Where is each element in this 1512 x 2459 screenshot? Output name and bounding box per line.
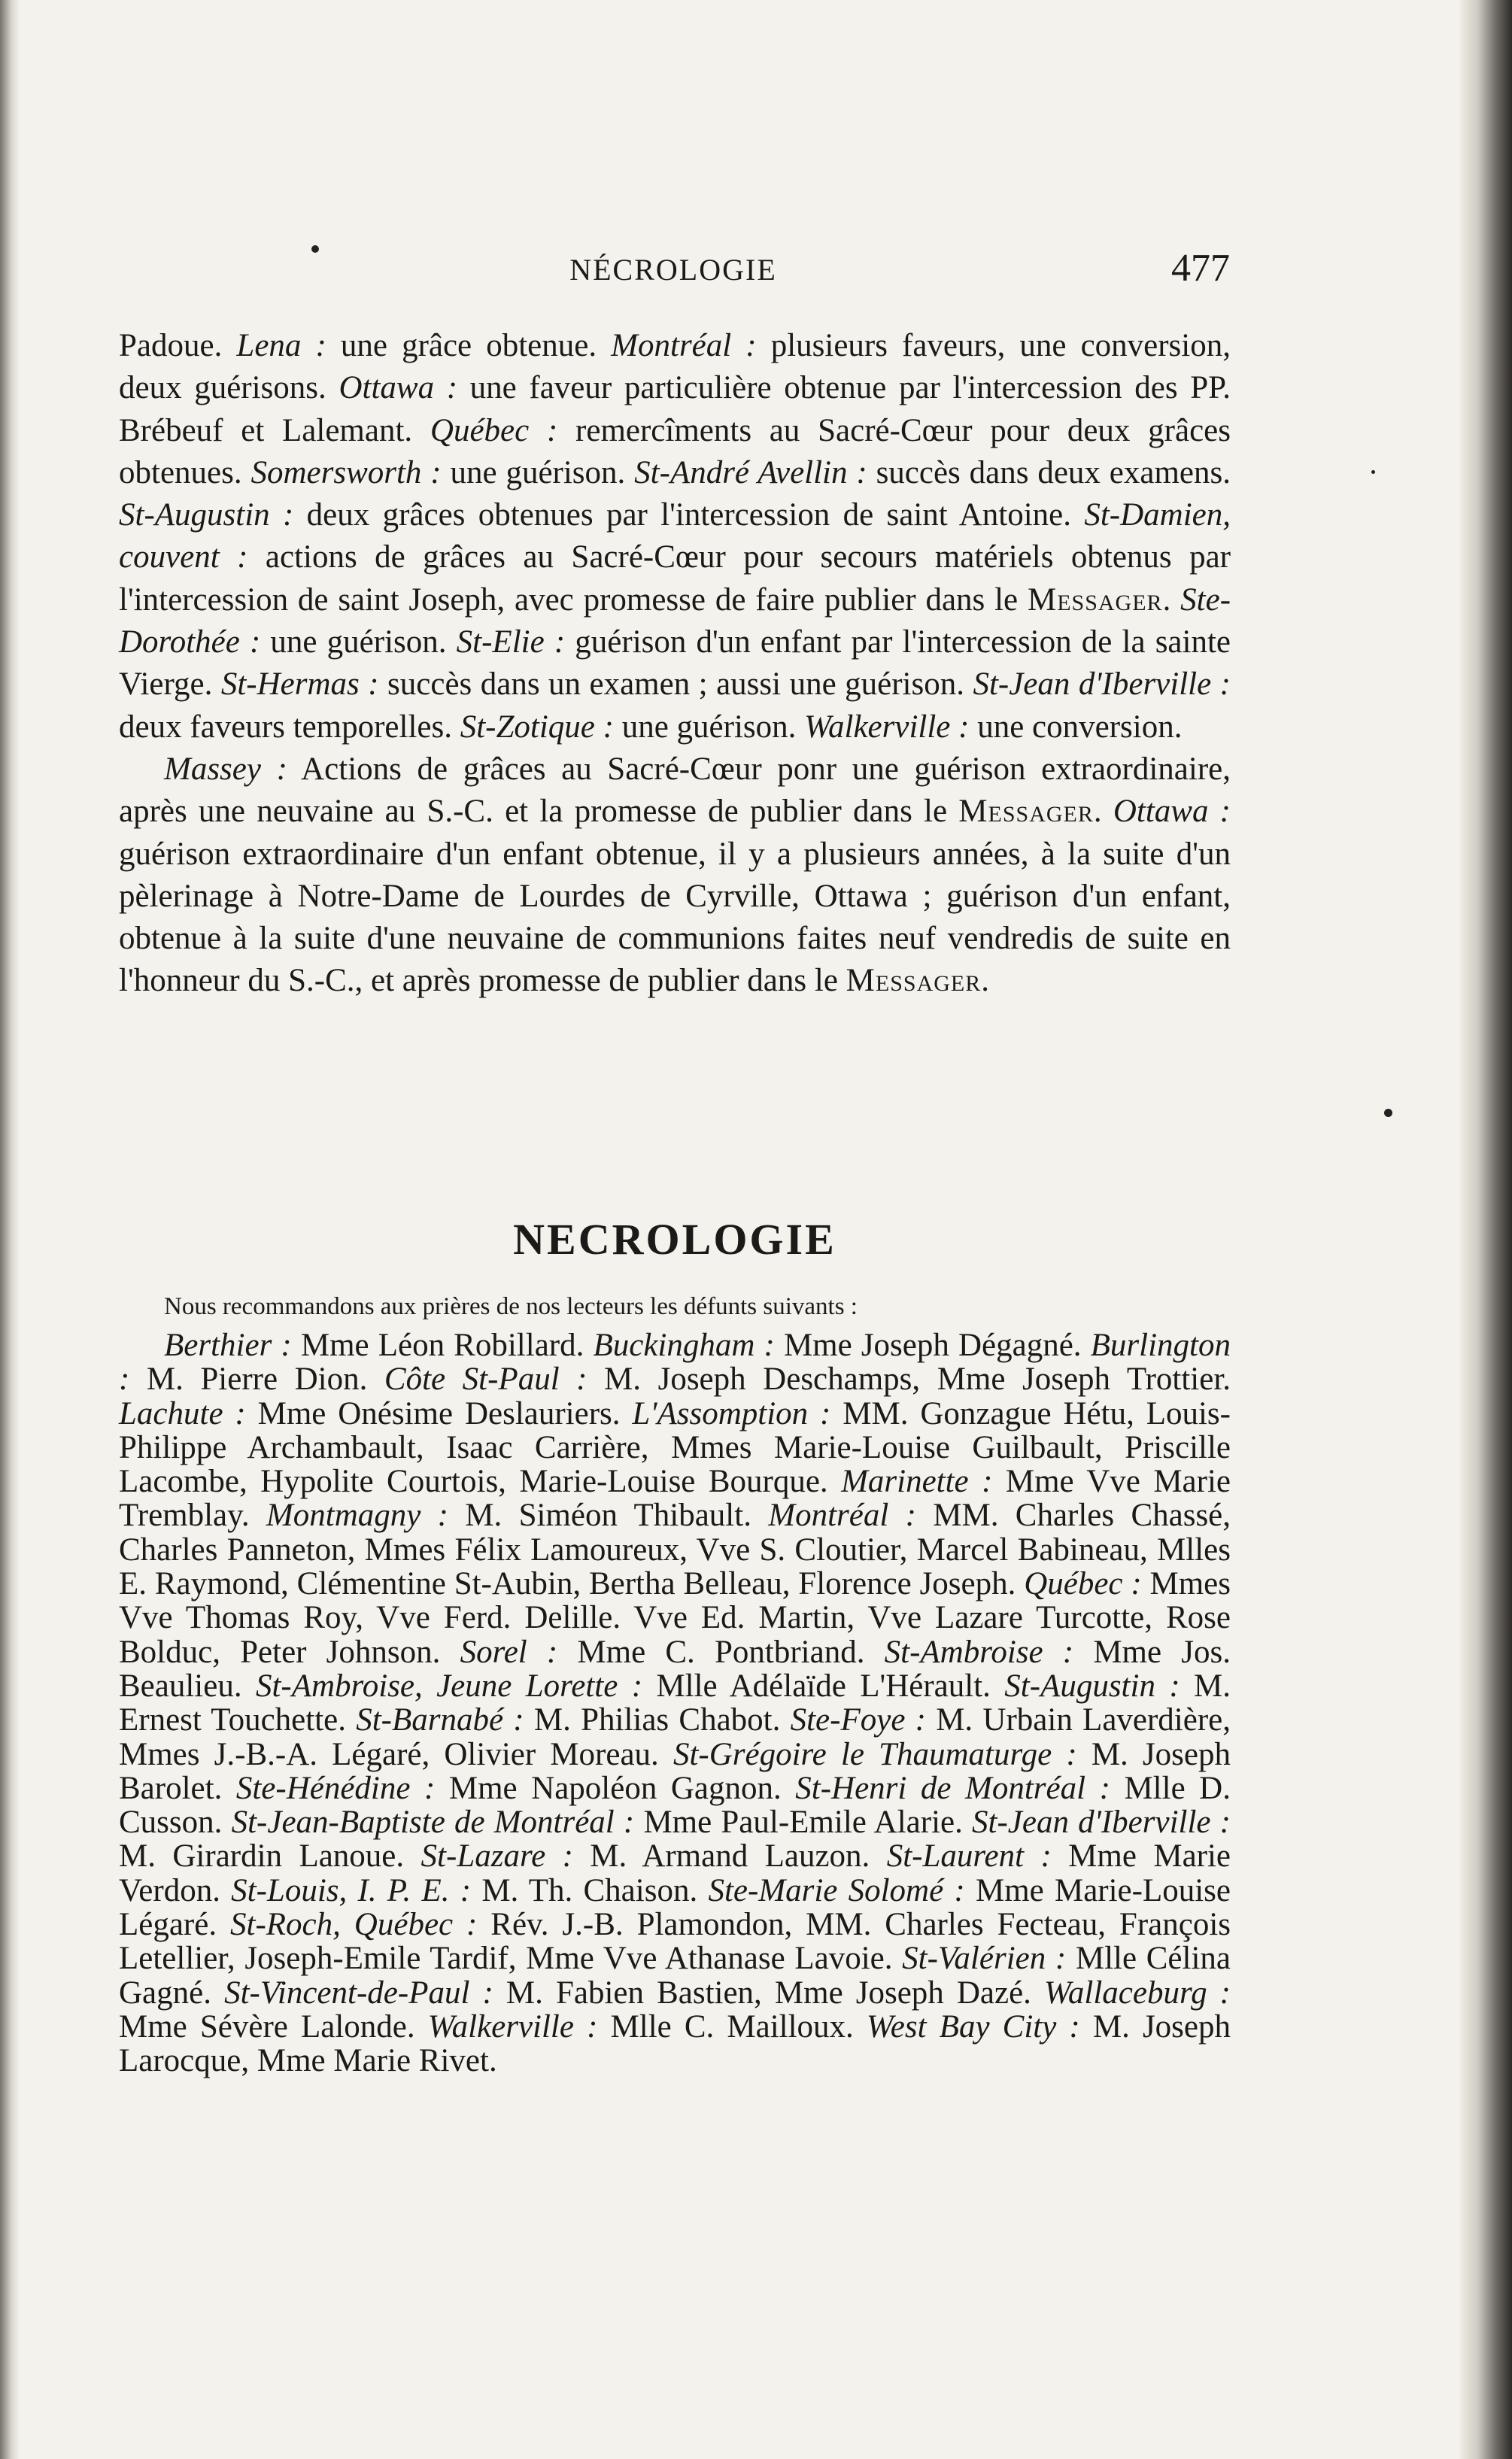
text-run: Mlle Adélaïde L'Hérault. [642,1668,1005,1704]
place-name: Berthier : [164,1328,292,1363]
text-run: Mme Jos. Beaulieu. [119,1634,1231,1704]
text-run: succès dans un examen ; aussi une guérison. [378,666,973,703]
place-name: Walkerville : [427,2008,598,2045]
text-run: Mme Marie Verdon. [119,1838,1231,1908]
place-name: Wallaceburg : [1044,1975,1231,2011]
text-run: Actions de grâces au Sacré-Cœur ponr une guérison extraordinaire, après une neuvaine au S.-C. et la promesse de publier dans le [119,751,1231,830]
messager-small-caps: Messager [846,963,982,999]
text-run: M. Pierre Dion. [129,1362,384,1398]
text-run: une guérison. [441,454,635,490]
text-run: MM. Gonzague Hétu, Louis-Philippe Archambault, Isaac Carrière, Mmes Marie-Louise Guilbault, Priscille Lacombe, Hypolite Courtois, Marie-Louise Bourque. [119,1395,1231,1500]
place-name: St-Augustin : [1004,1668,1180,1704]
place-name: Québec : [1024,1566,1142,1602]
place-name: St-Valérien : [902,1941,1067,1977]
ink-speck [1371,470,1375,474]
text-run: M. Philias Chabot. [524,1702,791,1738]
place-name: Ste-Dorothée : [119,581,1231,660]
text-run: deux grâces obtenues par l'intercession de saint Antoine. [293,497,1085,533]
text-run: MM. Charles Chassé, Charles Panneton, Mmes Félix Lamoureux, Vve S. Cloutier, Marcel Babineau, Mlles E. Raymond, Clémentine St-Aubin, Bertha Belleau, Florence Joseph. [119,1498,1231,1602]
place-name: Côte St-Paul : [384,1362,587,1398]
text-run: Mme Joseph Dégagné. [774,1328,1091,1363]
place-name: Ottawa : [1113,794,1231,830]
place-name: St-Lazare : [421,1838,573,1875]
ink-speck [1384,1109,1392,1117]
place-name: Montréal : [768,1498,916,1534]
text-run: Mme Vve Marie Tremblay. [119,1464,1231,1534]
text-run: M. Ernest Touchette. [119,1668,1231,1738]
place-name: Marinette : [841,1464,993,1500]
page-binding-edge [1459,0,1512,2459]
text-run: M. Joseph Barolet. [119,1736,1231,1806]
place-name: St-Augustin : [119,497,294,533]
text-run: Mlle D. Cusson. [119,1770,1231,1841]
text-run: Rév. J.-B. Plamondon, MM. Charles Fecteau, François Letellier, Joseph-Emile Tardif, Mme Vve Athanase Lavoie. [119,1907,1231,1977]
text-run: M. Girardin Lanoue. [119,1838,421,1875]
text-run: succès dans deux examens. [867,454,1231,490]
text-run: une guérison. [260,624,457,660]
favors-paragraph-1 [119,325,1231,748]
favors-paragraph-2 [119,748,1231,1003]
text-run: Padoue. [119,328,237,363]
place-name: St-Jean d'Iberville : [972,1805,1231,1841]
place-name: West Bay City : [866,2008,1080,2045]
place-name: St-Ambroise : [884,1634,1074,1670]
place-name: St-Grégoire le Thaumaturge : [673,1736,1077,1772]
text-run: Mlle C. Mailloux. [597,2008,867,2045]
text-run: M. Urbain Laverdière, Mmes J.-B.-A. Légaré, Olivier Moreau. [119,1702,1231,1772]
necrology-list [119,1328,1231,2078]
place-name: Somersworth : [250,454,442,490]
place-name: St-Jean-Baptiste de Montréal : [231,1805,635,1841]
place-name: Burlington : [119,1328,1231,1398]
messager-small-caps: Messager [1027,581,1163,618]
text-run: guérison extraordinaire d'un enfant obtenue, il y a plusieurs années, à la suite d'un pèlerinage à Notre-Dame de Lourdes de Cyrville, Ottawa ; guérison d'un enfant, obtenue à la suite d'une neuvaine de communions faites neuf vendredis de suite en l'honneur du S.-C., et après promesse de publier dans le [119,836,1231,999]
running-head [117,247,1230,305]
text-run: Mlle Célina Gagné. [119,1941,1231,2011]
necrology-heading: NECROLOGIE [513,1215,836,1264]
place-name: St-Jean d'Iberville : [973,666,1231,703]
text-run: Mmes Vve Thomas Roy, Vve Ferd. Delille. Vve Ed. Martin, Vve Lazare Turcotte, Rose Bolduc, Peter Johnson. [119,1566,1231,1670]
place-name: Sorel : [460,1634,558,1670]
place-name: St-Zotique : [460,709,614,745]
text-run: Mme Napoléon Gagnon. [435,1770,796,1806]
place-name: St-André Avellin : [634,454,867,490]
place-name: St-Damien, couvent : [119,497,1231,575]
text-run: guérison d'un enfant par l'intercession de la sainte Vierge. [119,624,1231,703]
text-run: une faveur particulière obtenue par l'intercession des PP. Brébeuf et Lalemant. [119,370,1231,448]
text-run: Mme Léon Robillard. [291,1328,594,1363]
place-name: St-Louis, I. P. E. : [231,1872,472,1908]
place-name: L'Assomption : [632,1395,831,1431]
place-name: St-Hermas : [220,666,379,703]
text-run: deux faveurs temporelles. [119,709,460,745]
text-run: M. Joseph Larocque, Mme Marie Rivet. [119,2008,1231,2079]
text-run: M. Siméon Thibault. [448,1498,769,1534]
place-name: Ottawa : [339,370,458,406]
place-name: Ste-Marie Solomé : [708,1872,965,1908]
place-name: St-Henri de Montréal : [795,1770,1110,1806]
place-name: Ste-Foye : [790,1702,926,1738]
place-name: Québec : [430,412,558,448]
text-run: une guérison. [613,709,805,745]
necrology-intro: Nous recommandons aux prières de nos lecteurs les défunts suivants : [164,1293,858,1320]
place-name: Montmagny : [266,1498,448,1534]
text-run: actions de grâces au Sacré-Cœur pour secours matériels obtenus par l'intercession de saint Joseph, avec promesse de faire publier dans le [119,539,1231,618]
place-name: St-Ambroise, Jeune Lorette : [255,1668,643,1704]
place-name: Walkerville : [804,709,970,745]
text-run: plusieurs faveurs, une conversion, deux guérisons. [119,328,1231,406]
text-run: M. Fabien Bastien, Mme Joseph Dazé. [493,1975,1045,2011]
text-run: M. Th. Chaison. [471,1872,709,1908]
place-name: Ste-Hénédine : [235,1770,436,1806]
text-run: Mme Paul-Emile Alarie. [634,1805,973,1841]
page-number: 477 [1171,247,1230,290]
text-run: M. Armand Lauzon. [572,1838,887,1875]
text-run: une conversion. [969,709,1183,745]
place-name: Buckingham : [593,1328,775,1363]
text-run: . [981,963,990,999]
place-name: St-Barnabé : [356,1702,524,1738]
place-name: Lachute : [119,1395,246,1431]
place-name: St-Vincent-de-Paul : [224,1975,493,2011]
text-run: Mme C. Pontbriand. [557,1634,885,1670]
place-name: Massey : [164,751,287,787]
page-left-edge [0,0,20,2459]
text-run: . [1162,581,1181,618]
text-run: une grâce obtenue. [326,328,612,363]
place-name: Lena : [236,328,326,363]
place-name: Montréal : [611,328,757,363]
messager-small-caps: Messager [958,794,1094,830]
place-name: St-Elie : [456,624,566,660]
text-run: Mme Onésime Deslauriers. [245,1395,633,1431]
running-head-title: NÉCROLOGIE [569,253,777,287]
text-run: Mme Sévère Lalonde. [119,2008,428,2045]
text-run: remercîments au Sacré-Cœur pour deux grâces obtenues. [119,412,1231,490]
text-run: . [1093,794,1113,830]
text-run: Mme Marie-Louise Légaré. [119,1872,1231,1943]
ink-speck [311,245,319,253]
place-name: St-Laurent : [886,1838,1052,1875]
text-run: M. Joseph Deschamps, Mme Joseph Trottier. [587,1362,1231,1398]
favors-section [119,325,1231,1003]
place-name: St-Roch, Québec : [230,1907,478,1943]
